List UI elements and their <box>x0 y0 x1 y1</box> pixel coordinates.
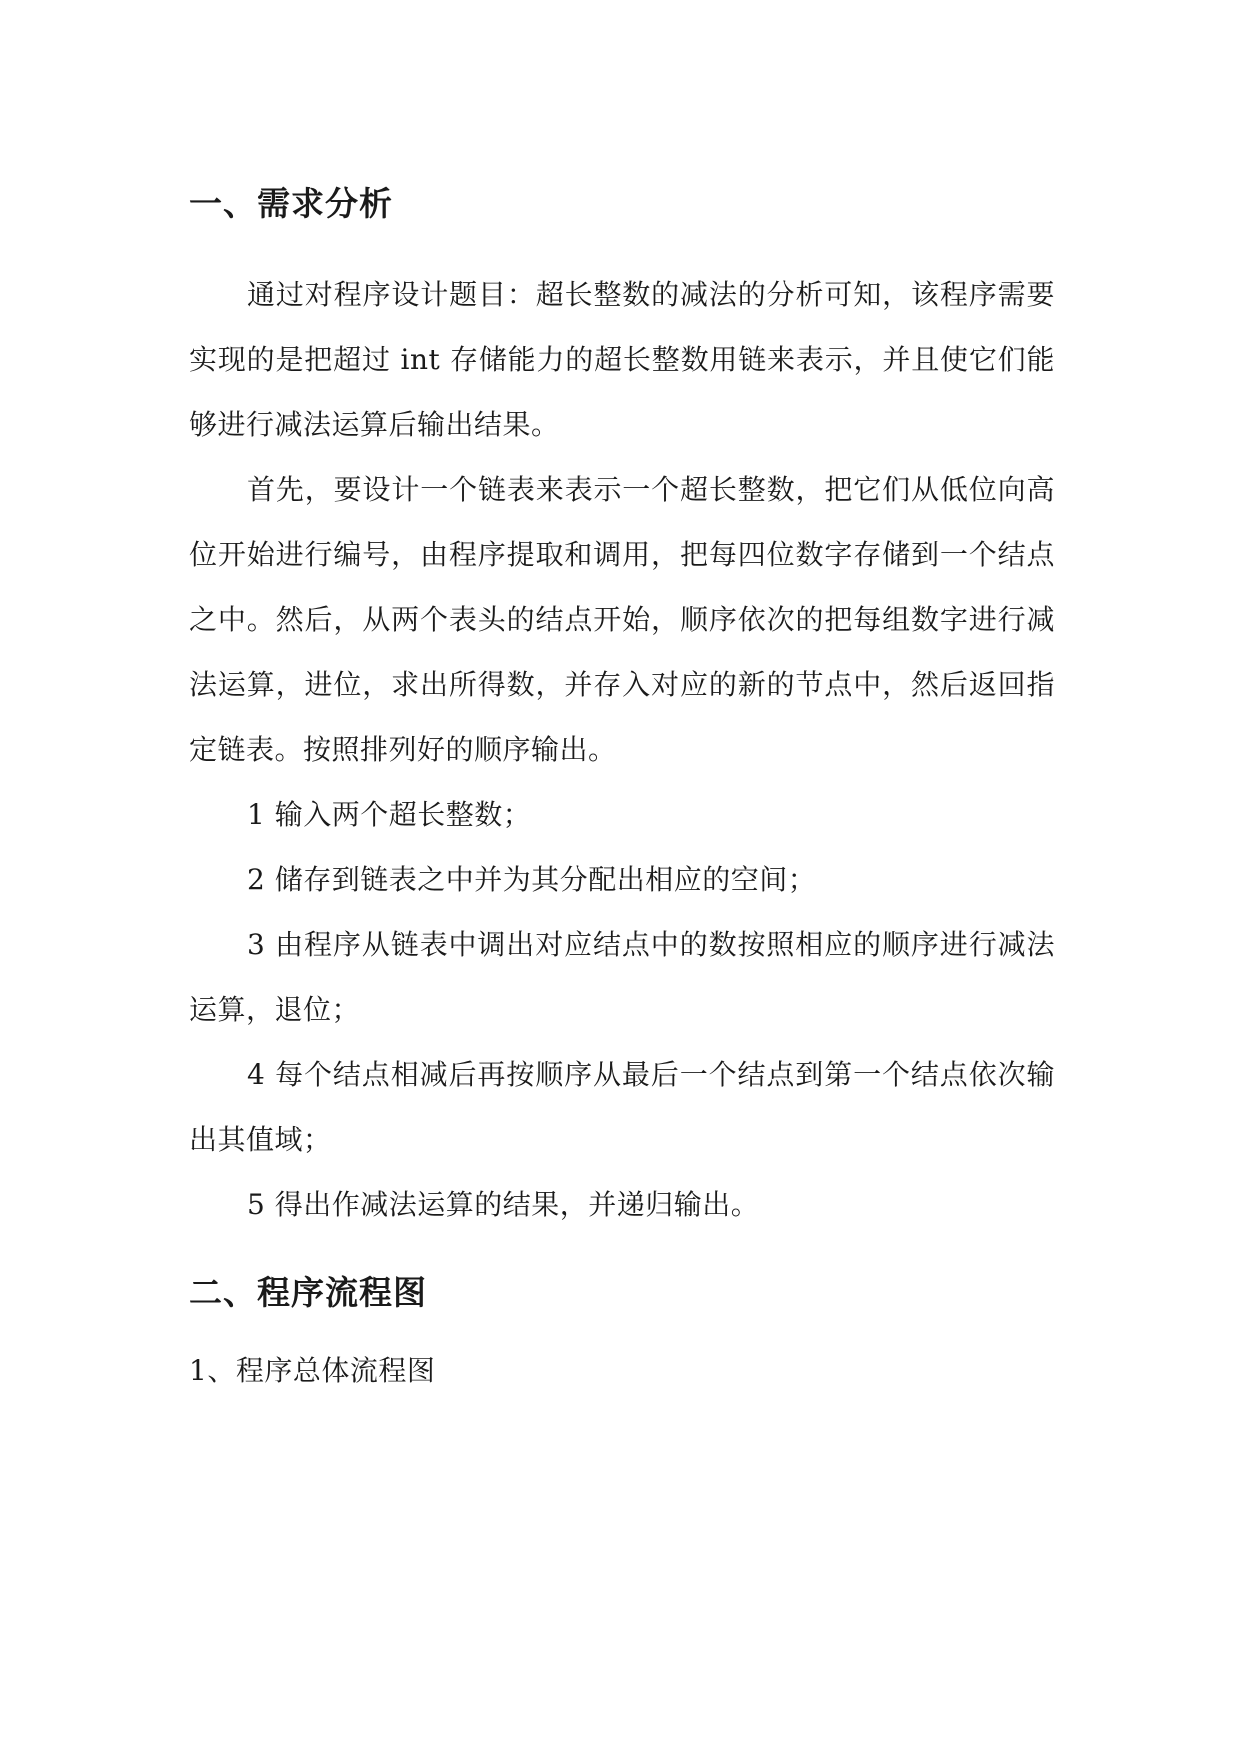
design-paragraph: 首先，要设计一个链表来表示一个超长整数，把它们从低位向高位开始进行编号，由程序提取和调用，把每四位数字存储到一个结点之中。然后，从两个表头的结点开始，顺序依次的把每组数字进行减法运算，进位，求出所得数，并存入对应的新的节点中，然后返回指定链表。按照排列好的顺序输出。 <box>189 473 1055 766</box>
step-item: 1 输入两个超长整数； <box>247 798 532 831</box>
subheading-overall-flowchart: 1、程序总体流程图 <box>189 1354 436 1387</box>
section-heading-requirements: 一、需求分析 <box>189 184 393 223</box>
step-item: 4 每个结点相减后再按顺序从最后一个结点到第一个结点依次输出其值域； <box>189 1058 1055 1156</box>
step-item: 5 得出作减法运算的结果，并递归输出。 <box>247 1188 760 1221</box>
page-content <box>189 180 1055 1395</box>
step-item: 3 由程序从链表中调出对应结点中的数按照相应的顺序进行减法运算，退位； <box>189 928 1055 1026</box>
section-heading-flowchart: 二、程序流程图 <box>189 1273 427 1312</box>
step-item: 2 储存到链表之中并为其分配出相应的空间； <box>247 863 817 896</box>
intro-paragraph: 通过对程序设计题目：超长整数的减法的分析可知，该程序需要实现的是把超过 int 存储能力的超长整数用链来表示，并且使它们能够进行减法运算后输出结果。 <box>189 278 1055 441</box>
steps-list <box>189 782 1055 1237</box>
